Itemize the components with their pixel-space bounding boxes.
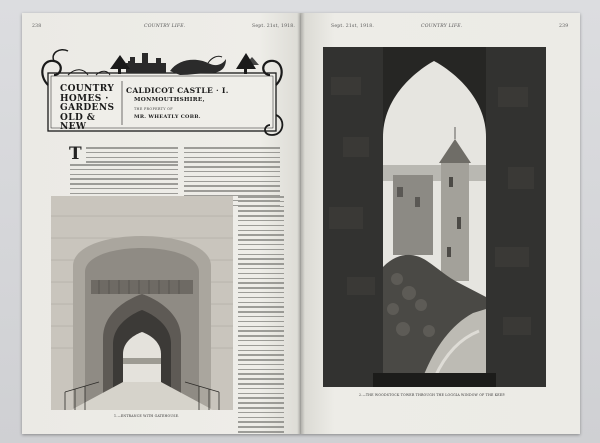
owner-name: MR. WHEATLY COBB.: [134, 114, 201, 120]
right-running-head: [301, 24, 580, 32]
right-page-number: 239: [559, 24, 569, 29]
side-column-text: [238, 196, 284, 434]
left-page: [22, 13, 301, 434]
gatehouse-photo: [51, 196, 233, 410]
right-magazine-title: COUNTRY LIFE.: [421, 24, 463, 29]
right-page: [301, 13, 580, 434]
tower-through-window-icon: [323, 47, 546, 387]
left-running-head: [22, 24, 301, 32]
left-page-number: 238: [32, 24, 42, 29]
right-photo-caption: 2.—THE WOODSTOCK TOWER THROUGH THE LOGGIA WINDOW OF THE KEEP.: [359, 393, 506, 397]
left-magazine-title: COUNTRY LIFE.: [144, 24, 186, 29]
series-banner: [40, 45, 284, 139]
spine-gutter: [297, 13, 305, 434]
property-line: THE PROPERTY OF: [134, 107, 173, 111]
right-date: Sept. 21st, 1918.: [331, 24, 375, 29]
gatehouse-arch-icon: [51, 196, 233, 410]
left-date: Sept. 21st, 1918.: [252, 24, 296, 29]
article-place: CALDICOT CASTLE · I.: [126, 86, 229, 95]
article-county: MONMOUTHSHIRE,: [134, 97, 205, 103]
left-photo-caption: 1.—ENTRANCE WITH GATEHOUSE.: [114, 414, 180, 418]
tower-photo: [323, 47, 546, 387]
series-title: COUNTRY HOMES · GARDENS OLD & NEW: [60, 84, 115, 132]
magazine-spread: [22, 13, 580, 434]
drop-cap: T: [69, 144, 82, 164]
